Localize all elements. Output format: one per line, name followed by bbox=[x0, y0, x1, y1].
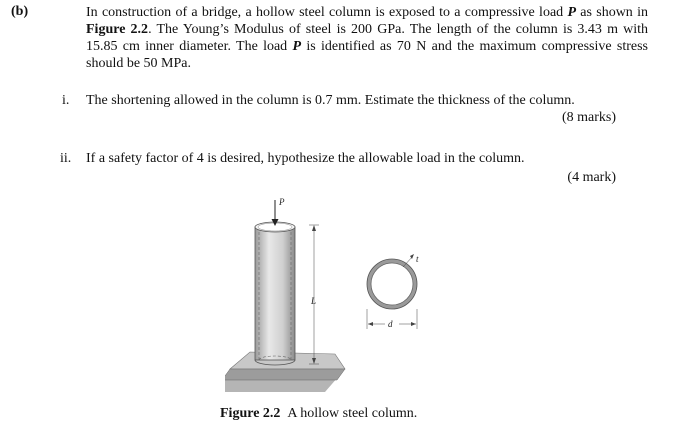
figure-reference: Figure 2.2 bbox=[86, 22, 149, 37]
thickness-label: t bbox=[416, 254, 419, 264]
intro-text-1: In construction of a bridge, a hollow steel column is exposed to a compressive load bbox=[86, 5, 568, 20]
column-figure bbox=[225, 192, 465, 392]
part-label: (b) bbox=[11, 4, 29, 19]
load-symbol: P bbox=[292, 39, 302, 54]
caption-text: A hollow steel column. bbox=[287, 406, 418, 421]
intro-text-4: is identified as 70 N and the maximum compressive stress should be 50 MPa. bbox=[86, 39, 648, 71]
question-text: The shortening allowed in the column is 0.7 mm. Estimate the thickness of the column. bbox=[86, 93, 575, 108]
length-label: L bbox=[311, 296, 317, 306]
load-label: P bbox=[279, 197, 285, 207]
load-symbol: P bbox=[567, 5, 577, 20]
problem-statement bbox=[86, 4, 648, 72]
figure-caption bbox=[220, 406, 417, 422]
cross-section bbox=[367, 254, 419, 329]
intro-text-3: . The Young’s Modulus of steel is 200 GPa. The length of the column is 3.43 m with 15.85 cm inner diameter. The load bbox=[86, 22, 649, 54]
load-arrow bbox=[272, 197, 286, 226]
question-text: If a safety factor of 4 is desired, hypothesize the allowable load in the column. bbox=[86, 151, 525, 166]
column-body bbox=[255, 222, 295, 365]
caption-number: Figure 2.2 bbox=[220, 406, 281, 421]
question-number: i. bbox=[62, 93, 70, 108]
question-marks: (4 mark) bbox=[567, 170, 616, 185]
diameter-label: d bbox=[388, 319, 393, 329]
question-number: ii. bbox=[60, 151, 72, 166]
intro-text-2: as shown in bbox=[576, 5, 648, 20]
length-dimension bbox=[309, 225, 319, 364]
question-marks: (8 marks) bbox=[561, 110, 616, 125]
